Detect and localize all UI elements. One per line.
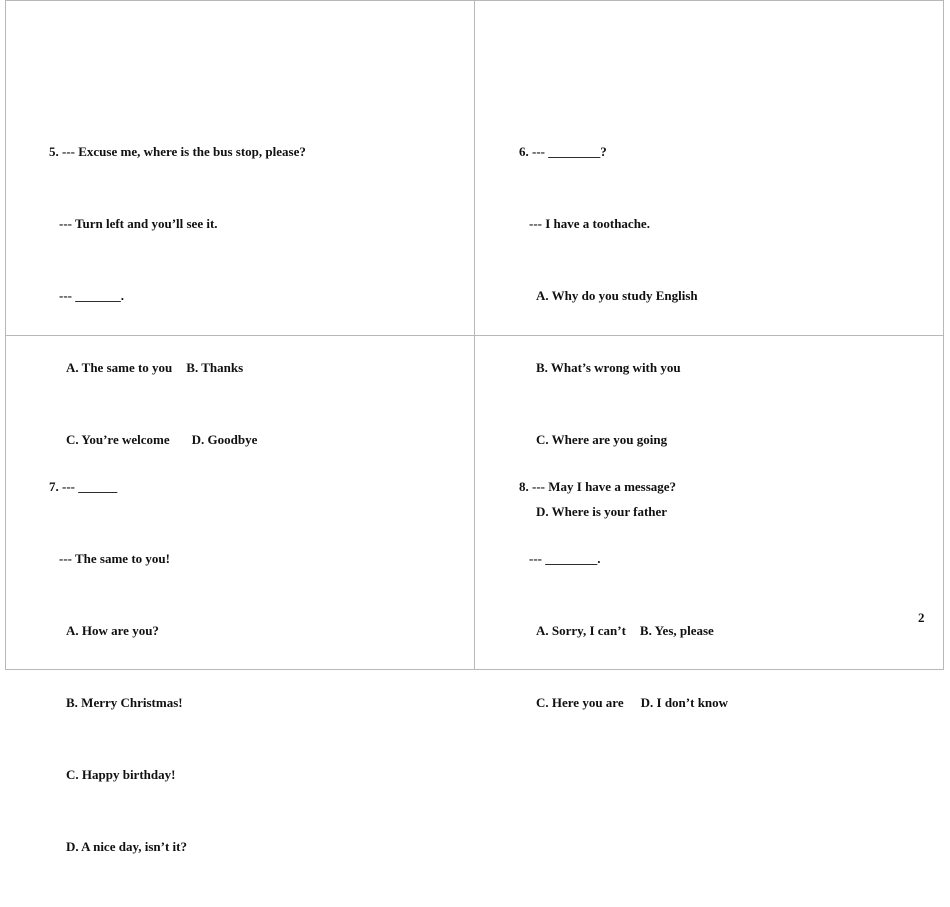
option-a: A. How are you? bbox=[66, 623, 159, 638]
option-b: B. Merry Christmas! bbox=[66, 695, 183, 710]
option-c: C. You’re welcome bbox=[66, 432, 170, 447]
question-8-options-cd bbox=[519, 691, 728, 715]
question-5-reply: --- Turn left and you’ll see it. bbox=[59, 216, 218, 231]
option-d: D. Goodbye bbox=[191, 432, 258, 447]
question-8-options-ab bbox=[519, 619, 728, 643]
question-5-answer-line: --- _______. bbox=[59, 288, 124, 303]
option-b: B. Yes, please bbox=[639, 623, 714, 638]
option-a: A. Sorry, I can’t bbox=[536, 623, 626, 638]
option-a: A. The same to you bbox=[66, 360, 173, 375]
question-8-reply: --- ________. bbox=[529, 551, 601, 566]
question-5-prompt: 5. --- Excuse me, where is the bus stop, please? bbox=[49, 144, 306, 159]
question-7 bbox=[49, 427, 187, 907]
option-d: D. A nice day, isn’t it? bbox=[66, 839, 187, 854]
option-b: B. Thanks bbox=[186, 360, 244, 375]
option-c: C. Here you are bbox=[536, 695, 624, 710]
question-5-options-ab bbox=[49, 356, 306, 380]
option-c: C. Where are you going bbox=[536, 432, 668, 447]
option-a: A. Why do you study English bbox=[536, 288, 698, 303]
question-7-prompt: 7. --- ______ bbox=[49, 479, 118, 494]
question-6-prompt: 6. --- ________? bbox=[519, 144, 607, 159]
option-b: B. What’s wrong with you bbox=[536, 360, 681, 375]
option-d: D. Where is your father bbox=[536, 504, 668, 519]
option-c: C. Happy birthday! bbox=[66, 767, 176, 782]
option-d: D. I don’t know bbox=[640, 695, 729, 710]
question-8 bbox=[519, 427, 728, 763]
question-7-reply: --- The same to you! bbox=[59, 551, 170, 566]
page-number: 2 bbox=[918, 610, 925, 625]
question-8-prompt: 8. --- May I have a message? bbox=[519, 479, 677, 494]
question-6-reply: --- I have a toothache. bbox=[529, 216, 650, 231]
